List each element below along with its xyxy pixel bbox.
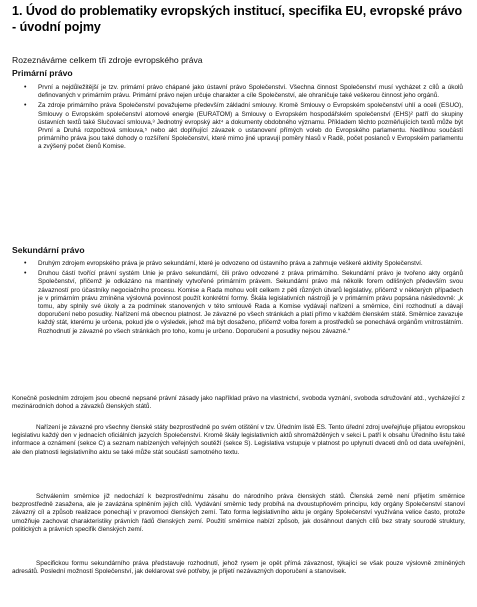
list-item: • Druhou částí tvořící právní systém Unie je právo sekundární, čili právo odvozené z práva primárního. Sekundární právo je tvořeno akty orgánů Společenství, přičemž je odkázáno na mantinely vytvořené primárním právem. Sekundární právo má několik forem odlišných především svou závazností pro účastníky negociačního procesu. Komise a Rada mohou volit celkem z pěti různých útvarů legislativy, přičemž v některých případech je v primárním právu zmíněna výslovná povinnost použít konkrétní formy. Škála legislativních nástrojů je v primárním právu popsána následovně: „k tomu, aby splnily své úkoly a za podmínek stanovených v této smlouvě Rada a Komise vydávají nařízení a směrnice, činí rozhodnutí a dávají doporučení nebo posudky. Nařízení má obecnou platnost. Je závazné po všech stránkách a platí přímo v každém členském státě. Směrnice zavazuje každý stát, kterému je určena, pokud jde o výsledek, jehož má být dosaženo, přičemž volba forem a prostředků se ponechává orgánům vnitrostátním. Rozhodnutí je závazné po všech stránkách pro toho, komu je určeno. Doporučení a posudky nejsou závazné.“ — [24, 270, 463, 335]
list-item: • Za zdroje primárního práva Společenství považujeme především základní smlouvy. Kromě Smlouvy o Evropském společenství uhlí a oceli (ESUO), Smlouvy o Evropském společenství atomové energie (EURATOM) a Smlouvy o Evropském hospodářském společenství (EHS)² patří do skupiny ústavních textů také Slučovací smlouva,³ Jednotný evropský akt⁴ a dokumenty obdobného významu. Příkladem těchto pozměňujících textů může být První a Druhá rozpočtová smlouva,⁵ nebo akt doplňující závazek o ustanovení přímých voleb do Evropského parlamentu. Nedílnou součástí primárního práva jsou také dohody o rozšíření Společenství, které mimo jiné upravují poměry hlasů v Radě, počet poslanců v Evropském parlamentu a zvýšený počet členů Komise. — [24, 102, 463, 151]
bullet-icon: • — [24, 102, 27, 110]
paragraph: Specifickou formu sekundárního práva představuje rozhodnutí, jehož rysem je opět přímá závaznost, týkající se však pouze výslovně zmíněných adresátů. Poslední možností Společenství, jak deklarovat své potřeby, je přijetí nezávazných doporučení a stanovisek. — [12, 560, 465, 576]
primary-list — [0, 84, 470, 152]
page-title: 1. Úvod do problematiky evropských institucí, specifika EU, evropské právo - úvodní pojmy — [12, 4, 463, 34]
paragraph: Nařízení je závazné pro všechny členské státy bezprostředně po svém otištění v tzv. Úředním listě ES. Tento úřední zdroj uveřejňuje přijatou evropskou legislativu každý den v jednacích oficiálních jazycích Společenství. Kromě škály legislativních aktů shromážděných v sekci L patří k obsahu Úředního listu také informace a oznámení (sekce C) a seznam nabízených veřejných soutěží (sekce S). Legislativa vstupuje v platnost po uplynutí dvaceti dnů od data uveřejnění, ale den platnosti legislativního aktu se také může stát součástí samotného textu. — [12, 424, 465, 456]
bullet-icon: • — [24, 270, 27, 278]
intro-line: Rozeznáváme celkem tři zdroje evropského práva — [12, 55, 203, 65]
secondary-list — [0, 260, 470, 336]
list-item: • Druhým zdrojem evropského práva je právo sekundární, které je odvozeno od ústavního práva a zahrnuje veškeré aktivity Společenství. — [24, 260, 423, 267]
bullet-icon: • — [24, 260, 27, 267]
list-item: • První a nejdůležitější je tzv. primární právo chápané jako ústavní právo Společenství. Všechna činnost Společenství musí vycházet z cílů a úkolů definovaných v primárním právu. Primární právo nejen určuje charakter a cíle Společenství, ale ohraničuje také veškerou činnost jeho orgánů. — [24, 84, 463, 100]
paragraph: Schválením směrnice již nedochází k bezprostřednímu zásahu do národního práva členských států. Členská země není přijetím směrnice bezprostředně zasažena, ale je zavázána splněním jejích cílů. Vydávání směrnic tedy probíhá na dvoustupňovém principu, kdy orgány Společenství stanoví závazný cíl a způsob realizace ponechají v pravomoci členských zemí. Tato forma legislativního aktu je orgány Společenství využívána velice často, protože umožňuje zachovat charakteristiky právních řádů členských zemí. Použití směrnice nabízí způsob, jak dosáhnout daných cílů bez straty sourodé struktury, politických a právních specifik členských zemí. — [12, 493, 465, 533]
bullet-icon: • — [24, 84, 27, 91]
primary-heading: Primární právo — [12, 68, 73, 78]
secondary-heading: Sekundární právo — [12, 245, 85, 255]
paragraph: Konečně posledním zdrojem jsou obecné nepsané právní zásady jako například právo na vlastnictví, svoboda vyznání, svoboda sdružování atd., vycházející z mezinárodních dohod a závazků členských států. — [12, 395, 465, 411]
